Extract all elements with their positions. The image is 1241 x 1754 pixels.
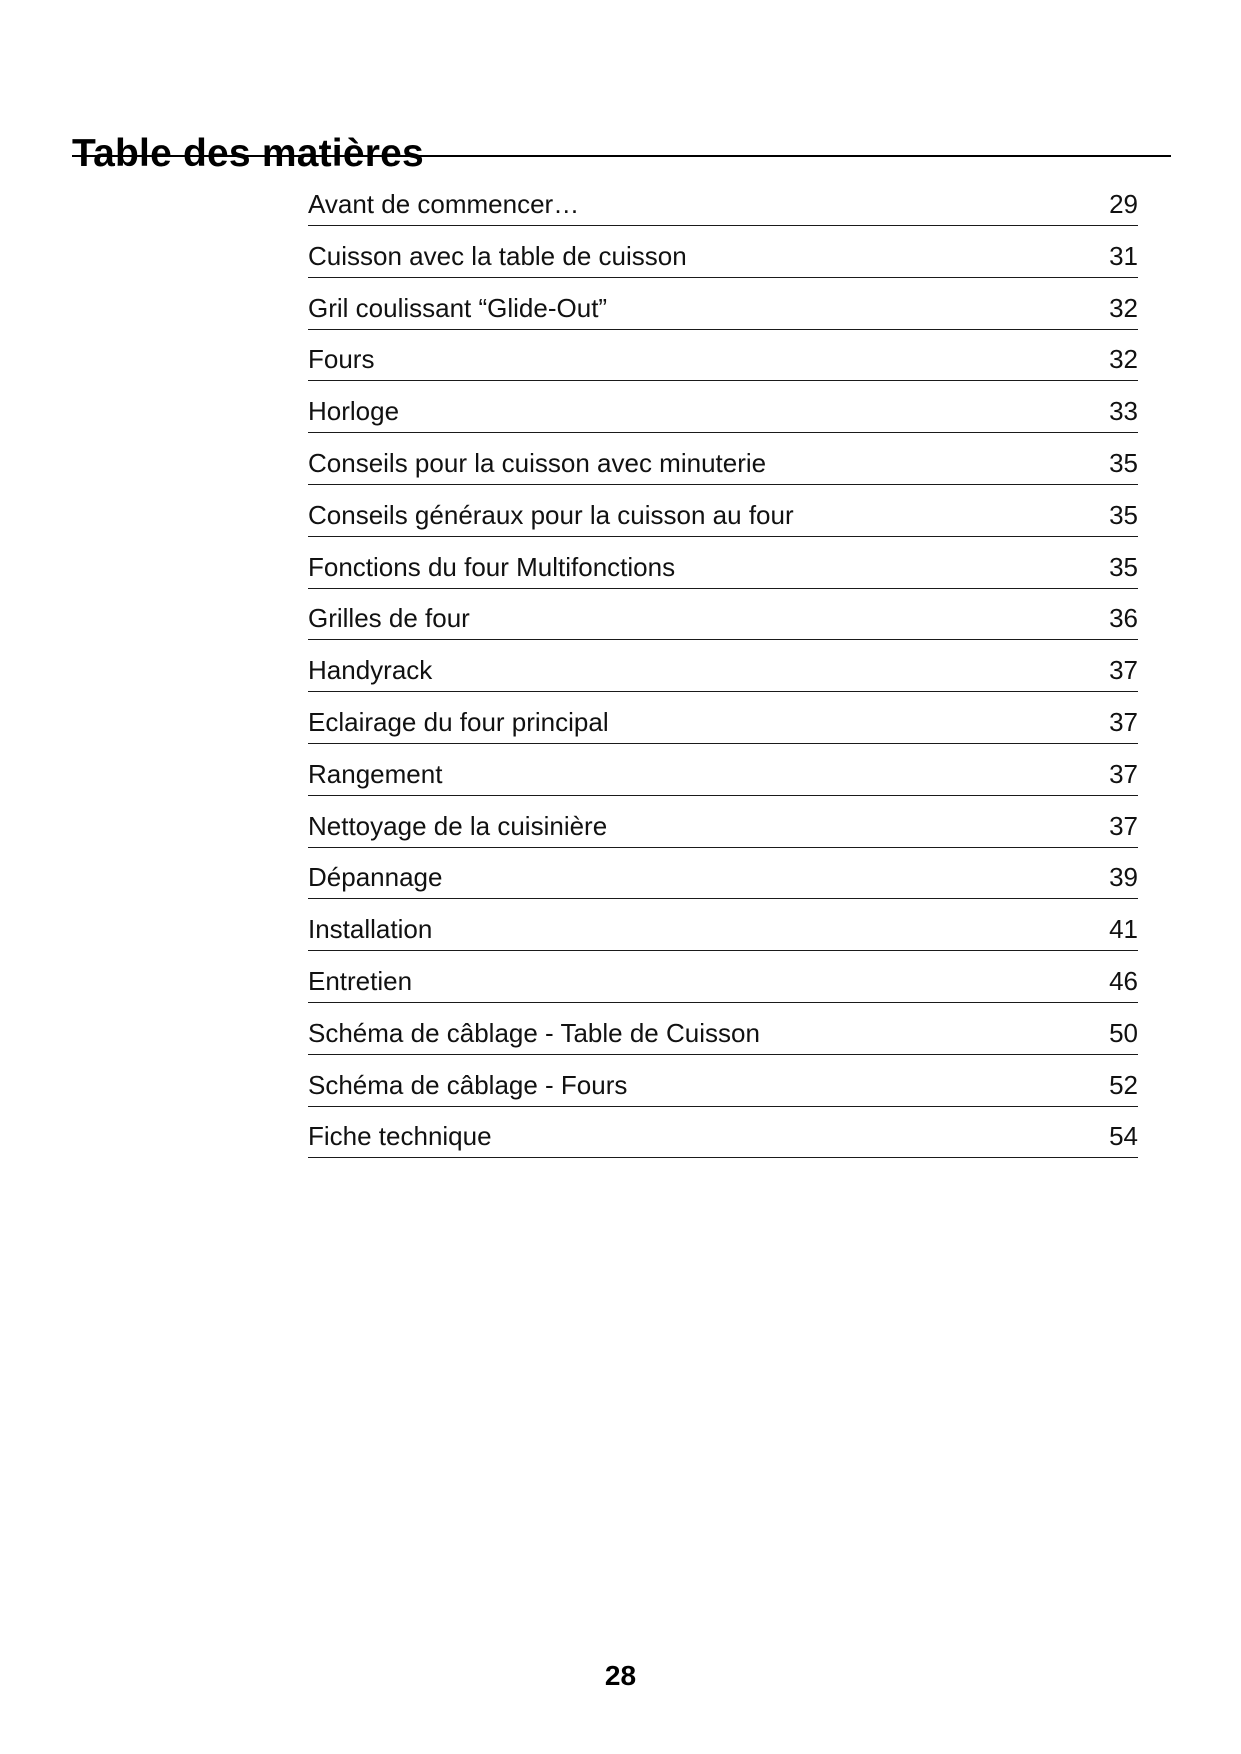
toc-entry[interactable]	[308, 178, 1138, 226]
toc-entry-page: 37	[1109, 706, 1138, 737]
toc-entry[interactable]	[308, 381, 1138, 433]
toc-entry-page: 35	[1109, 447, 1138, 478]
toc-entry-page: 41	[1109, 914, 1138, 945]
toc-entry[interactable]	[308, 278, 1138, 330]
toc-entry-label: Fonctions du four Multifonctions	[308, 551, 676, 582]
toc-entry[interactable]	[308, 226, 1138, 278]
toc-entry-page: 35	[1109, 551, 1138, 582]
toc-entry[interactable]	[308, 848, 1138, 900]
toc-entry-page: 37	[1109, 758, 1138, 789]
toc-entry[interactable]	[308, 796, 1138, 848]
toc-entry-page: 39	[1109, 862, 1138, 893]
toc-entry-label: Schéma de câblage - Fours	[308, 1069, 628, 1100]
toc-entry-label: Schéma de câblage - Table de Cuisson	[308, 1017, 760, 1048]
toc-entry[interactable]	[308, 640, 1138, 692]
toc-entry-label: Grilles de four	[308, 603, 470, 634]
toc-entry[interactable]	[308, 330, 1138, 382]
toc-entry-label: Nettoyage de la cuisinière	[308, 810, 608, 841]
toc-entry[interactable]	[308, 1055, 1138, 1107]
toc-entry-label: Eclairage du four principal	[308, 706, 609, 737]
toc-entry-label: Horloge	[308, 396, 400, 427]
toc-entry-label: Conseils pour la cuisson avec minuterie	[308, 447, 767, 478]
page-title: Table des matières	[72, 132, 424, 176]
toc-entry-label: Dépannage	[308, 862, 443, 893]
toc-entry-page: 46	[1109, 965, 1138, 996]
toc-entry-page: 33	[1109, 396, 1138, 427]
toc-entry-page: 32	[1109, 344, 1138, 375]
toc-entry-page: 32	[1109, 292, 1138, 323]
toc-entry-page: 50	[1109, 1017, 1138, 1048]
toc-entry-label: Rangement	[308, 758, 443, 789]
toc-entry[interactable]	[308, 1107, 1138, 1159]
toc-entry[interactable]	[308, 537, 1138, 589]
toc-entry-label: Fours	[308, 344, 375, 375]
toc-entry-label: Entretien	[308, 965, 413, 996]
table-of-contents	[308, 178, 1138, 1158]
toc-entry-label: Avant de commencer…	[308, 189, 580, 219]
toc-entry-page: 36	[1109, 603, 1138, 634]
toc-entry[interactable]	[308, 1003, 1138, 1055]
toc-entry-page: 31	[1109, 240, 1138, 271]
toc-entry[interactable]	[308, 485, 1138, 537]
toc-entry-page: 52	[1109, 1069, 1138, 1100]
toc-entry-label: Handyrack	[308, 655, 433, 686]
toc-entry-label: Installation	[308, 914, 433, 945]
toc-entry-page: 54	[1109, 1121, 1138, 1152]
toc-entry[interactable]	[308, 692, 1138, 744]
page-number: 28	[604, 1660, 637, 1691]
toc-entry[interactable]	[308, 744, 1138, 796]
toc-entry-label: Gril coulissant “Glide-Out”	[308, 292, 608, 323]
toc-entry-label: Cuisson avec la table de cuisson	[308, 240, 687, 271]
title-divider	[72, 155, 1171, 157]
toc-entry[interactable]	[308, 951, 1138, 1003]
toc-entry[interactable]	[308, 433, 1138, 485]
toc-entry-page: 37	[1109, 810, 1138, 841]
toc-entry[interactable]	[308, 899, 1138, 951]
toc-entry-label: Fiche technique	[308, 1121, 492, 1152]
toc-entry-label: Conseils généraux pour la cuisson au four	[308, 499, 794, 530]
toc-entry-page: 37	[1109, 655, 1138, 686]
toc-entry[interactable]	[308, 589, 1138, 641]
toc-entry-page: 35	[1109, 499, 1138, 530]
toc-entry-page: 29	[1109, 189, 1138, 219]
